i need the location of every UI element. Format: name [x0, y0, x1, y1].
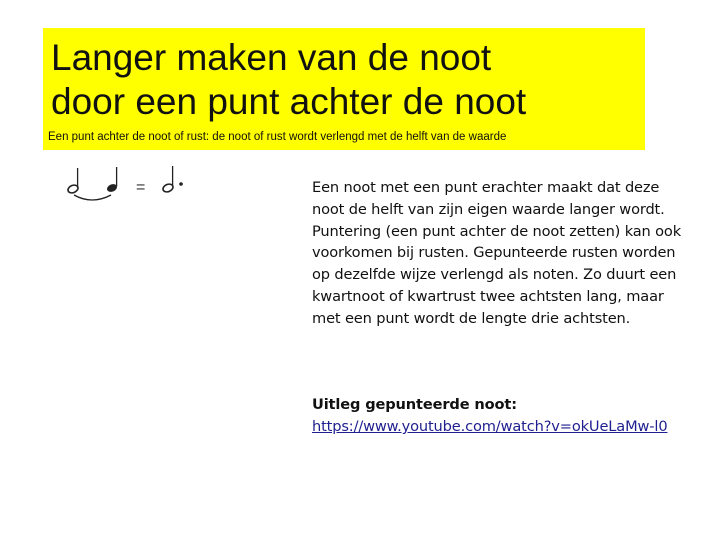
link-label: Uitleg gepunteerde noot: — [312, 396, 517, 413]
tie-icon — [74, 195, 111, 200]
title-banner — [43, 28, 645, 150]
explanation-paragraph: Een noot met een punt erachter maakt dat deze noot de helft van zijn eigen waarde langer wordt. Puntering (een punt achter de noot zetten) kan ook voorkomen bij rusten. Gepunteerde rusten worden op dezelfde wijze verlengd als noten. Zo duurt een kwartnoot of kwartrust twee achtsten lang, maar met een punt wordt de lengte drie achtsten. — [312, 179, 681, 327]
link-section — [312, 394, 712, 438]
augmentation-dot — [179, 182, 183, 186]
youtube-link[interactable]: https://www.youtube.com/watch?v=okUeLaMw-l0 — [312, 418, 668, 435]
title-line-2: door een punt achter de noot — [51, 81, 527, 122]
title-line-1: Langer maken van de noot — [51, 37, 492, 78]
half-note-icon — [67, 168, 79, 194]
equals-sign: = — [136, 179, 146, 196]
page-title — [51, 36, 526, 124]
dotted-note-equation — [60, 160, 200, 210]
quarter-note-icon — [106, 167, 118, 193]
page-subtitle: Een punt achter de noot of rust: de noot of rust wordt verlengd met de helft van de waarde — [48, 131, 507, 143]
dotted-half-note-icon — [162, 166, 183, 193]
